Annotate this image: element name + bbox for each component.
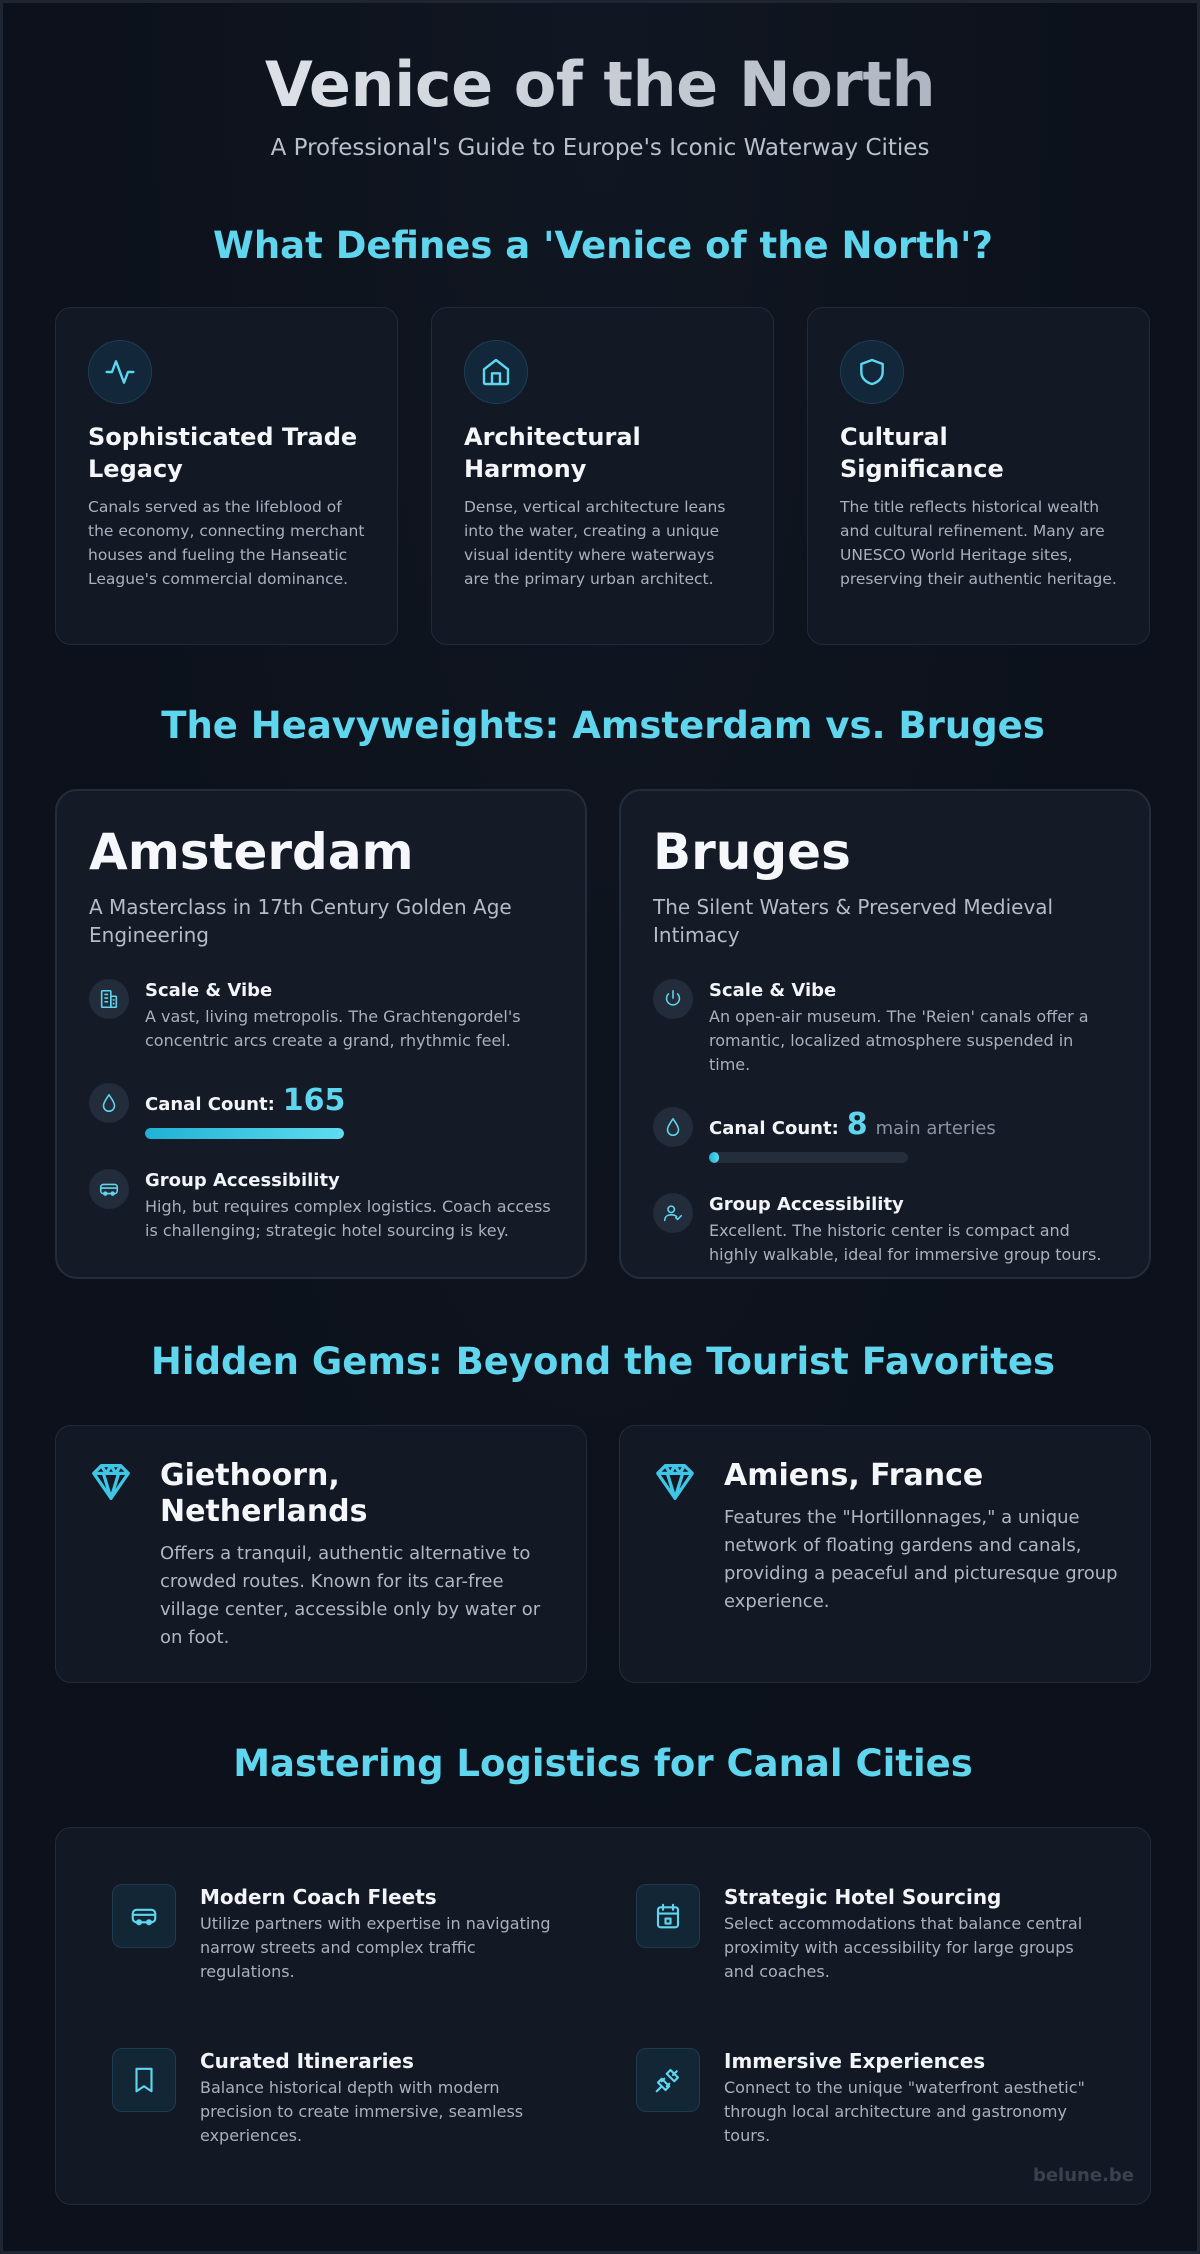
bookmark-icon xyxy=(112,2048,176,2112)
logistics-item xyxy=(636,2048,1096,2148)
canal-count-bar xyxy=(709,1152,908,1163)
defines-title: What Defines a 'Venice of the North'? xyxy=(213,224,993,267)
feature-text: A vast, living metropolis. The Grachtengordel's concentric arcs create a grand, rhythmic feel. xyxy=(145,1007,521,1050)
logistics-title: Mastering Logistics for Canal Cities xyxy=(233,1742,973,1785)
gem-card xyxy=(619,1425,1151,1683)
feature-text: High, but requires complex logistics. Coach access is challenging; strategic hotel sourcing is key. xyxy=(145,1197,551,1240)
city-tagline: The Silent Waters & Preserved Medieval Intimacy xyxy=(653,895,1054,947)
logistics-item-title: Strategic Hotel Sourcing xyxy=(724,1885,1002,1909)
canal-count-value: 165 xyxy=(282,1083,346,1118)
heavyweights-section xyxy=(3,703,1200,1264)
define-card-title: Architectural Harmony xyxy=(464,423,641,483)
define-card-text: Canals served as the lifeblood of the economy, connecting merchant houses and fueling the Hanseatic League's commercial dominance. xyxy=(88,498,365,588)
user-check-icon xyxy=(653,1193,693,1233)
logistics-item-text: Select accommodations that balance central proximity with accessibility for large groups and coaches. xyxy=(724,1914,1083,1981)
logistics-section xyxy=(3,1741,1200,2186)
logistics-item-title: Immersive Experiences xyxy=(724,2049,986,2073)
city-card-bruges xyxy=(619,789,1151,1279)
logistics-item xyxy=(112,2048,572,2148)
logistics-item-title: Modern Coach Fleets xyxy=(200,1885,437,1909)
feature-title: Scale & Vibe xyxy=(145,980,273,1001)
canal-count-bar-fill xyxy=(709,1152,719,1163)
define-card xyxy=(431,307,774,645)
gem-text: Offers a tranquil, authentic alternative to crowded routes. Known for its car-free village center, accessible only by water or on foot. xyxy=(160,1543,541,1648)
page-subtitle: A Professional's Guide to Europe's Iconic Waterway Cities xyxy=(270,135,930,161)
feature-accessibility xyxy=(653,1193,1117,1267)
define-card-text: Dense, vertical architecture leans into the water, creating a unique visual identity where waterways are the primary urban architect. xyxy=(464,498,726,588)
shield-icon xyxy=(840,340,904,404)
power-icon xyxy=(653,979,693,1019)
feature-scale xyxy=(89,979,553,1053)
gem-icon xyxy=(88,1458,134,1504)
feature-accessibility xyxy=(89,1169,553,1243)
logistics-item-text: Utilize partners with expertise in navigating narrow streets and complex traffic regulations. xyxy=(200,1914,551,1981)
city-name: Bruges xyxy=(653,823,851,881)
page-title: Venice of the North xyxy=(3,49,1197,121)
building-icon xyxy=(89,979,129,1019)
plug-icon xyxy=(636,2048,700,2112)
defines-cards xyxy=(55,307,1151,645)
calendar-icon xyxy=(636,1884,700,1948)
canal-count-bar xyxy=(145,1128,344,1139)
watermark: belune.be xyxy=(1032,2165,1134,2186)
canal-count-line xyxy=(709,1107,1117,1142)
canal-count-line xyxy=(145,1083,553,1118)
gems-title: Hidden Gems: Beyond the Tourist Favorites xyxy=(150,1340,1056,1383)
logistics-item-title: Curated Itineraries xyxy=(200,2049,414,2073)
feature-title: Group Accessibility xyxy=(709,1194,904,1215)
canal-count-value: 8 xyxy=(846,1107,868,1142)
defines-section xyxy=(3,223,1200,588)
gem-title: Giethoorn, Netherlands xyxy=(160,1458,368,1529)
city-name: Amsterdam xyxy=(89,823,414,881)
gem-title: Amiens, France xyxy=(724,1458,984,1493)
logistics-item-text: Balance historical depth with modern precision to create immersive, seamless experiences. xyxy=(200,2078,524,2145)
activity-icon xyxy=(88,340,152,404)
feature-canal-count xyxy=(653,1107,1117,1163)
feature-title: Scale & Vibe xyxy=(709,980,837,1001)
logistics-card xyxy=(55,1827,1151,2205)
logistics-item xyxy=(636,1884,1096,1984)
heavyweights-title: The Heavyweights: Amsterdam vs. Bruges xyxy=(161,704,1045,747)
city-card-amsterdam xyxy=(55,789,587,1279)
logistics-item xyxy=(112,1884,572,1984)
gem-icon xyxy=(652,1458,698,1504)
feature-scale xyxy=(653,979,1117,1077)
bus-icon xyxy=(112,1884,176,1948)
define-card-title: Sophisticated Trade Legacy xyxy=(88,423,358,483)
gem-text: Features the "Hortillonnages," a unique network of floating gardens and canals, providing a peaceful and picturesque group experience. xyxy=(724,1507,1118,1612)
bus-icon xyxy=(89,1169,129,1209)
canal-count-bar-fill xyxy=(145,1128,344,1139)
define-card-text: The title reflects historical wealth and cultural refinement. Many are UNESCO World Heritage sites, preserving their authentic heritage. xyxy=(840,498,1117,588)
city-tagline: A Masterclass in 17th Century Golden Age Engineering xyxy=(89,895,512,947)
droplet-icon xyxy=(653,1107,693,1147)
define-card-title: Cultural Significance xyxy=(840,423,1004,483)
gem-card xyxy=(55,1425,587,1683)
droplet-icon xyxy=(89,1083,129,1123)
define-card xyxy=(807,307,1150,645)
canal-count-label: Canal Count: xyxy=(709,1118,839,1139)
feature-text: Excellent. The historic center is compact and highly walkable, ideal for immersive group tours. xyxy=(709,1221,1102,1264)
feature-title: Group Accessibility xyxy=(145,1170,340,1191)
page-header xyxy=(3,3,1197,161)
define-card xyxy=(55,307,398,645)
home-icon xyxy=(464,340,528,404)
canal-count-label: Canal Count: xyxy=(145,1094,275,1115)
feature-text: An open-air museum. The 'Reien' canals offer a romantic, localized atmosphere suspended in time. xyxy=(709,1007,1089,1074)
logistics-item-text: Connect to the unique "waterfront aesthetic" through local architecture and gastronomy tours. xyxy=(724,2078,1085,2145)
gems-section xyxy=(3,1339,1200,1648)
canal-count-suffix: main arteries xyxy=(875,1118,996,1139)
feature-canal-count xyxy=(89,1083,553,1139)
